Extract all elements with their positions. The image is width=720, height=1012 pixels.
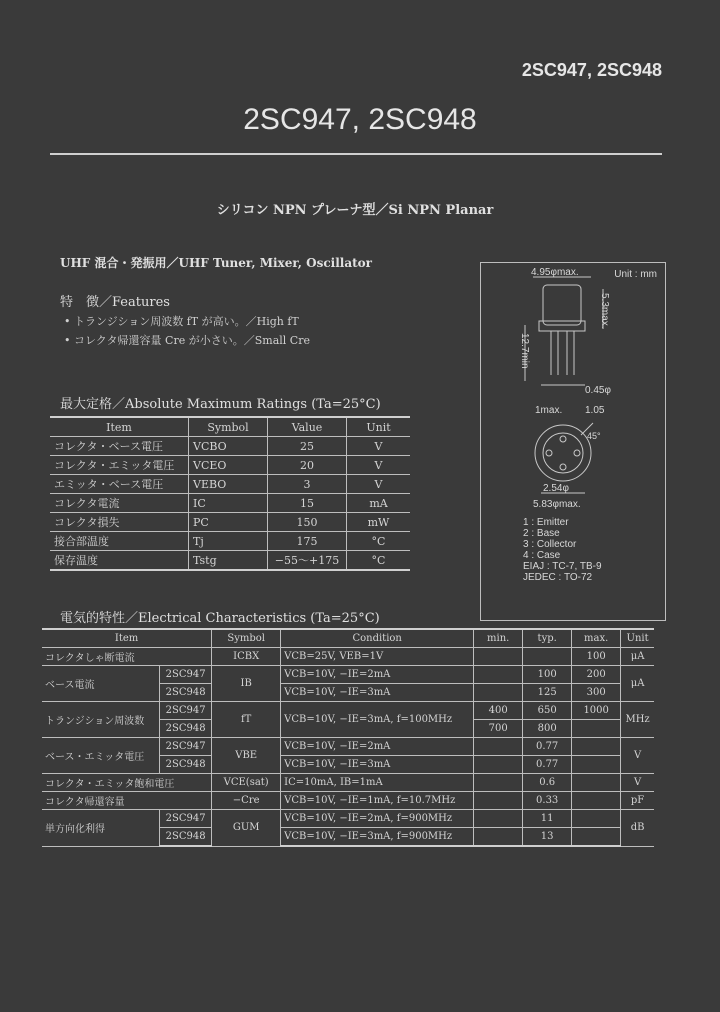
unit: μA xyxy=(621,666,654,702)
item: コレクタ・エミッタ飽和電圧 xyxy=(42,774,212,792)
condition: VCB=25V, VEB=1V xyxy=(281,648,474,666)
application: UHF 混合・発振用／UHF Tuner, Mixer, Oscillator xyxy=(60,256,372,270)
table-row xyxy=(42,792,654,810)
table-row xyxy=(50,475,410,494)
table-row xyxy=(50,551,410,571)
value: 15 xyxy=(268,494,347,513)
table-row xyxy=(42,738,654,756)
condition: VCB=10V, −IE=1mA, f=10.7MHz xyxy=(281,792,474,810)
unit: V xyxy=(621,738,654,774)
col-value: Value xyxy=(268,417,347,437)
symbol: VEBO xyxy=(189,475,268,494)
dim-flange: 5.83φmax. xyxy=(533,499,581,510)
condition: VCB=10V, −IE=2mA xyxy=(281,738,474,756)
part: 2SC947 xyxy=(160,666,212,684)
typ: 13 xyxy=(523,828,572,847)
item: コレクタ帰還容量 xyxy=(42,792,212,810)
part: 2SC947 xyxy=(160,810,212,828)
min xyxy=(474,738,523,756)
unit: °C xyxy=(347,551,411,571)
part: 2SC948 xyxy=(160,828,212,847)
item: コレクタ電流 xyxy=(50,494,189,513)
symbol: PC xyxy=(189,513,268,532)
col-typ: typ. xyxy=(523,629,572,648)
max: 300 xyxy=(572,684,621,702)
table-row xyxy=(50,456,410,475)
symbol: Tj xyxy=(189,532,268,551)
part: 2SC948 xyxy=(160,684,212,702)
dim-lead-dia: 0.45φ xyxy=(585,385,611,396)
table-row xyxy=(42,810,654,828)
part: 2SC948 xyxy=(160,756,212,774)
typ: 11 xyxy=(523,810,572,828)
table-row xyxy=(50,513,410,532)
col-min: min. xyxy=(474,629,523,648)
page-title: 2SC947, 2SC948 xyxy=(243,103,477,136)
condition: VCB=10V, −IE=2mA, f=900MHz xyxy=(281,810,474,828)
device-type: シリコン NPN プレーナ型／Si NPN Planar xyxy=(216,203,494,218)
table-row xyxy=(42,648,654,666)
item: コレクタ・ベース電圧 xyxy=(50,437,189,456)
condition: VCB=10V, −IE=3mA, f=100MHz xyxy=(281,702,474,738)
min xyxy=(474,810,523,828)
unit: mA xyxy=(347,494,411,513)
typ: 650 xyxy=(523,702,572,720)
table-row xyxy=(42,702,654,720)
min xyxy=(474,684,523,702)
package-unit: Unit : mm xyxy=(614,269,657,280)
unit: V xyxy=(347,475,411,494)
unit: dB xyxy=(621,810,654,847)
table-row xyxy=(50,437,410,456)
symbol: ICBX xyxy=(212,648,281,666)
symbol: GUM xyxy=(212,810,281,847)
min: 400 xyxy=(474,702,523,720)
package-drawing-box xyxy=(480,262,666,621)
value: −55〜+175 xyxy=(268,551,347,571)
feature-item: • トランジション周波数 fT が高い。／High fT xyxy=(64,315,299,328)
eiaj-code: EIAJ : TC-7, TB-9 xyxy=(523,561,602,572)
features-heading: 特 徴／Features xyxy=(60,295,170,310)
dim-105: 1.05 xyxy=(585,405,605,416)
max xyxy=(572,738,621,756)
max xyxy=(572,774,621,792)
feature-item: • コレクタ帰還容量 Cre が小さい。／Small Cre xyxy=(64,334,310,347)
item: 接合部温度 xyxy=(50,532,189,551)
table-row xyxy=(42,774,654,792)
table-header-row xyxy=(50,417,410,437)
min xyxy=(474,792,523,810)
pin-item: 1 : Emitter xyxy=(523,517,569,528)
pin-list xyxy=(523,517,602,583)
dim-pitch: 2.54φ xyxy=(543,483,569,494)
pin-item: 3 : Collector xyxy=(523,539,577,550)
part: 2SC947 xyxy=(160,702,212,720)
table-row xyxy=(42,666,654,684)
typ: 125 xyxy=(523,684,572,702)
min xyxy=(474,648,523,666)
symbol: VBE xyxy=(212,738,281,774)
table-row xyxy=(50,532,410,551)
item: コレクタしゃ断電流 xyxy=(42,648,212,666)
max xyxy=(572,792,621,810)
item: エミッタ・ベース電圧 xyxy=(50,475,189,494)
table-row xyxy=(50,494,410,513)
unit: V xyxy=(621,774,654,792)
condition: VCB=10V, −IE=3mA, f=900MHz xyxy=(281,828,474,847)
max xyxy=(572,756,621,774)
symbol: Tstg xyxy=(189,551,268,571)
table-header-row xyxy=(42,629,654,648)
abs-max-heading: 最大定格／Absolute Maximum Ratings (Ta=25°C) xyxy=(60,397,381,412)
item: 単方向化利得 xyxy=(42,810,160,847)
min xyxy=(474,756,523,774)
typ: 0.77 xyxy=(523,738,572,756)
max: 200 xyxy=(572,666,621,684)
dim-angle: 45° xyxy=(587,431,601,441)
min: 700 xyxy=(474,720,523,738)
symbol: −Cre xyxy=(212,792,281,810)
max xyxy=(572,810,621,828)
item: トランジション周波数 xyxy=(42,702,160,738)
symbol: IB xyxy=(212,666,281,702)
unit: °C xyxy=(347,532,411,551)
col-max: max. xyxy=(572,629,621,648)
abs-max-table xyxy=(50,416,410,571)
unit: μA xyxy=(621,648,654,666)
symbol: IC xyxy=(189,494,268,513)
elec-table xyxy=(42,628,654,847)
dim-height: 5.3max. xyxy=(599,293,610,329)
jedec-code: JEDEC : TO-72 xyxy=(523,572,593,583)
item: コレクタ損失 xyxy=(50,513,189,532)
part: 2SC948 xyxy=(160,720,212,738)
symbol: fT xyxy=(212,702,281,738)
dim-lead: 12.7min xyxy=(519,333,530,369)
item: 保存温度 xyxy=(50,551,189,571)
item: コレクタ・エミッタ電圧 xyxy=(50,456,189,475)
col-condition: Condition xyxy=(281,629,474,648)
unit: pF xyxy=(621,792,654,810)
condition: IC=10mA, IB=1mA xyxy=(281,774,474,792)
value: 175 xyxy=(268,532,347,551)
min xyxy=(474,666,523,684)
max: 1000 xyxy=(572,702,621,720)
symbol: VCE(sat) xyxy=(212,774,281,792)
max xyxy=(572,828,621,847)
dim-width: 4.95φmax. xyxy=(531,267,579,278)
col-unit: Unit xyxy=(621,629,654,648)
dim-1max: 1max. xyxy=(535,405,563,416)
col-unit: Unit xyxy=(347,417,411,437)
condition: VCB=10V, −IE=3mA xyxy=(281,684,474,702)
unit: V xyxy=(347,456,411,475)
min xyxy=(474,828,523,847)
item: ベース電流 xyxy=(42,666,160,702)
col-item: Item xyxy=(42,629,212,648)
typ: 0.77 xyxy=(523,756,572,774)
pin-item: 4 : Case xyxy=(523,550,561,561)
condition: VCB=10V, −IE=2mA xyxy=(281,666,474,684)
col-item: Item xyxy=(50,417,189,437)
value: 25 xyxy=(268,437,347,456)
symbol: VCEO xyxy=(189,456,268,475)
col-symbol: Symbol xyxy=(189,417,268,437)
elec-heading: 電気的特性／Electrical Characteristics (Ta=25°C) xyxy=(60,611,380,626)
value: 3 xyxy=(268,475,347,494)
unit: MHz xyxy=(621,702,654,738)
value: 150 xyxy=(268,513,347,532)
max xyxy=(572,720,621,738)
typ: 0.33 xyxy=(523,792,572,810)
pin-item: 2 : Base xyxy=(523,528,560,539)
typ: 100 xyxy=(523,666,572,684)
unit: V xyxy=(347,437,411,456)
unit: mW xyxy=(347,513,411,532)
col-symbol: Symbol xyxy=(212,629,281,648)
part: 2SC947 xyxy=(160,738,212,756)
header-part-number: 2SC947, 2SC948 xyxy=(521,60,662,80)
min xyxy=(474,774,523,792)
symbol: VCBO xyxy=(189,437,268,456)
typ xyxy=(523,648,572,666)
typ: 0.6 xyxy=(523,774,572,792)
typ: 800 xyxy=(523,720,572,738)
max: 100 xyxy=(572,648,621,666)
value: 20 xyxy=(268,456,347,475)
item: ベース・エミッタ電圧 xyxy=(42,738,160,774)
title-divider xyxy=(50,153,662,155)
condition: VCB=10V, −IE=3mA xyxy=(281,756,474,774)
